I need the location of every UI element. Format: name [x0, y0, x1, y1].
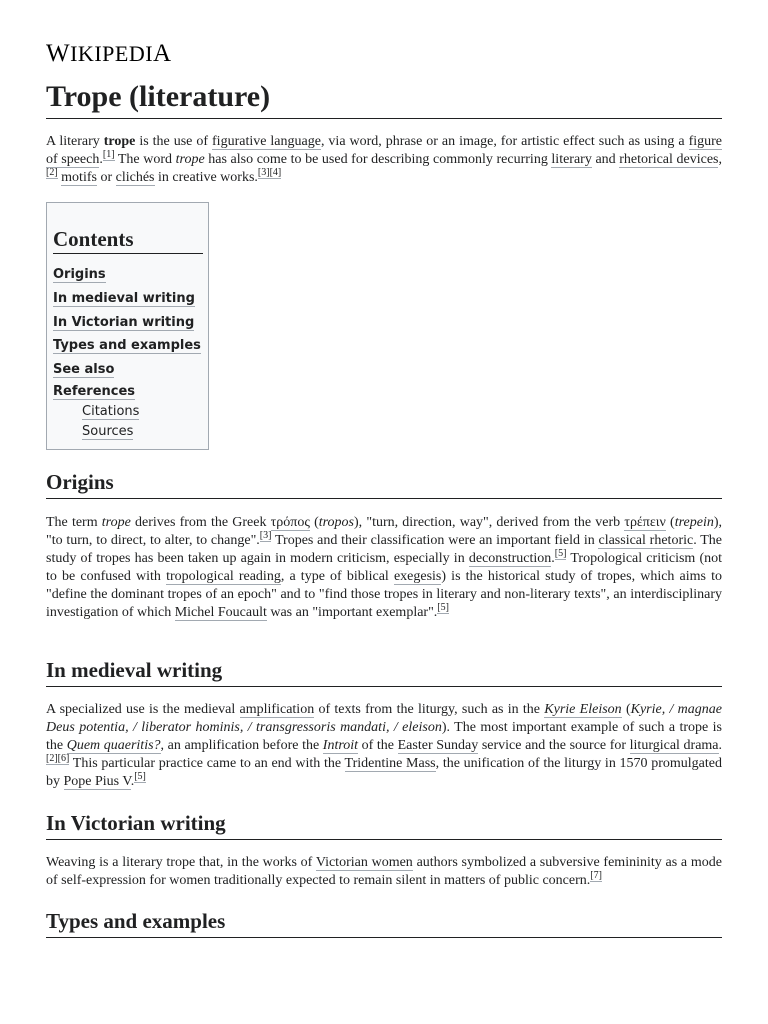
origins-paragraph — [46, 514, 722, 622]
italic-term: tropos — [318, 515, 355, 530]
text: , — [718, 152, 722, 167]
link-kyrie-eleison[interactable]: Kyrie Eleison — [544, 702, 622, 717]
text: A specialized use is the medieval — [46, 702, 240, 717]
citation-link[interactable]: [6] — [57, 753, 70, 765]
text: Tropological criticism (not to be confused with — [46, 551, 722, 584]
citation-link[interactable]: [1] — [102, 149, 115, 161]
link-rhetorical-devices[interactable]: rhetorical devices — [619, 152, 719, 167]
link-victorian-women[interactable]: Victorian women — [315, 855, 413, 870]
text: ), "turn, direction, way", derived from the verb — [354, 515, 625, 530]
toc-item-victorian[interactable] — [53, 311, 201, 335]
text: , a type of biblical — [280, 569, 394, 584]
toc-link[interactable]: Origins — [53, 267, 106, 282]
logo-middle: IKIPEDI — [70, 41, 154, 66]
medieval-paragraph — [46, 701, 722, 791]
table-of-contents — [46, 202, 209, 450]
logo-initial: W — [46, 40, 71, 67]
intro-paragraph — [46, 133, 722, 187]
wikipedia-logo[interactable] — [46, 40, 172, 68]
toc-subitem-citations[interactable] — [53, 402, 201, 422]
toc-link[interactable]: In Victorian writing — [53, 314, 195, 330]
link-figurative-language[interactable]: figurative language — [212, 134, 321, 149]
text: of texts from the liturgy, such as in the — [314, 702, 545, 717]
text: ( — [309, 515, 319, 530]
toc-item-origins[interactable] — [53, 263, 201, 287]
text: Tropes and their classification were an important field in — [271, 533, 599, 548]
citation-link[interactable]: [7] — [590, 870, 602, 882]
page-title: Trope (literature) — [46, 78, 722, 119]
toc-link[interactable]: See also — [53, 362, 115, 378]
citation-link[interactable]: [3] — [259, 530, 272, 542]
citation-link[interactable]: [5] — [134, 771, 146, 783]
toc-item-medieval[interactable] — [53, 287, 201, 311]
link-exegesis[interactable]: exegesis — [393, 569, 442, 584]
toc-link[interactable]: Citations — [82, 403, 140, 419]
text: in creative works. — [154, 170, 258, 185]
text: , via word, phrase or an image, for artistic effect such as using a — [320, 134, 689, 149]
text: , the unification of the liturgy in 1570 promulgated by — [46, 756, 722, 789]
text: . — [551, 551, 555, 566]
text: The word — [114, 152, 176, 167]
text: and — [591, 152, 620, 167]
victorian-paragraph — [46, 854, 722, 890]
citation-link[interactable]: [5] — [554, 548, 567, 560]
text: , an amplification before the — [160, 738, 323, 753]
citation-link[interactable]: [3] — [257, 167, 270, 179]
text: derives from the Greek — [130, 515, 271, 530]
link-figure-of-speech[interactable]: figure of speech — [46, 134, 722, 167]
link-tropos-greek[interactable]: τρόπος — [270, 515, 310, 530]
link-tropological-reading[interactable]: tropological reading — [166, 569, 281, 584]
link-pope-pius-v[interactable]: Pope Pius V — [63, 774, 131, 789]
citation-link[interactable]: [5] — [437, 602, 449, 614]
section-heading-origins: Origins — [46, 468, 722, 499]
link-quem-quaeritis[interactable]: Quem quaeritis? — [66, 738, 161, 753]
text: is the use of — [135, 134, 213, 149]
link-michel-foucault[interactable]: Michel Foucault — [174, 605, 267, 620]
citation-link[interactable]: [2] — [46, 167, 58, 179]
text: . The study of tropes has been taken up again in modern criticism, especially in — [46, 533, 723, 566]
toc-link[interactable]: Types and examples — [53, 338, 201, 354]
link-trepein-greek[interactable]: τρέπειν — [624, 515, 666, 530]
text: ). The most important example of such a trope is the — [46, 720, 722, 753]
link-amplification[interactable]: amplification — [239, 702, 315, 717]
text: ), "to turn, to direct, to alter, to change". — [46, 515, 723, 548]
logo-final: A — [153, 40, 172, 67]
text: This particular practice came to an end with the — [69, 756, 345, 771]
link-cliches[interactable]: clichés — [115, 170, 155, 185]
text: has also come to be used for describing commonly recurring — [204, 152, 552, 167]
link-deconstruction[interactable]: deconstruction — [468, 551, 552, 566]
text: . — [718, 738, 723, 753]
link-easter-sunday[interactable]: Easter Sunday — [397, 738, 479, 753]
toc-subitem-sources[interactable] — [53, 422, 201, 442]
link-literary[interactable]: literary — [551, 152, 592, 167]
text: authors symbolized a subversive femininity as a mode of self-expression for women traditionally expected to remain silent in matters of public concern. — [46, 855, 722, 888]
link-liturgical-drama[interactable]: liturgical drama — [629, 738, 719, 753]
toc-title: Contents — [53, 227, 203, 254]
text: service and the source for — [478, 738, 630, 753]
text: A literary — [46, 134, 104, 149]
text: ( — [621, 702, 631, 717]
link-introit[interactable]: Introit — [322, 738, 359, 753]
text: ) is the historical study of tropes, which aims to "define the dominant tropes of an epoch" and to "find those tropes in literary and non-literary texts", an interdisciplinary investigation of which — [46, 569, 723, 620]
section-heading-types: Types and examples — [46, 907, 722, 938]
link-classical-rhetoric[interactable]: classical rhetoric — [598, 533, 694, 548]
link-tridentine-mass[interactable]: Tridentine Mass — [344, 756, 436, 771]
citation-link[interactable]: [4] — [269, 167, 282, 179]
italic-quote: Kyrie, / magnae Deus potentia, / liberator hominis, / transgressoris mandati, / eleison — [46, 702, 722, 735]
text: ( — [665, 515, 675, 530]
italic-term: trepein — [674, 515, 714, 530]
link-motifs[interactable]: motifs — [61, 170, 97, 185]
italic-term: trope — [101, 515, 131, 530]
text: Weaving is a literary trope that, in the works of — [46, 855, 316, 870]
text: The term — [46, 515, 102, 530]
text: . — [99, 152, 103, 167]
toc-list — [53, 263, 201, 442]
text: . — [130, 774, 135, 789]
toc-item-references[interactable] — [53, 382, 201, 402]
section-heading-victorian: In Victorian writing — [46, 809, 722, 840]
toc-link[interactable]: In medieval writing — [53, 290, 195, 306]
bold-term: trope — [103, 134, 136, 149]
text: of the — [358, 738, 398, 753]
section-heading-medieval: In medieval writing — [46, 656, 722, 687]
text: or — [96, 170, 116, 185]
toc-item-see-also[interactable] — [53, 358, 201, 382]
italic-term: trope — [175, 152, 205, 167]
toc-link[interactable]: References — [53, 383, 136, 399]
toc-item-types[interactable] — [53, 334, 201, 358]
citation-link[interactable]: [2] — [46, 753, 58, 765]
toc-link[interactable]: Sources — [82, 423, 134, 439]
text: was an "important exemplar". — [266, 605, 438, 620]
